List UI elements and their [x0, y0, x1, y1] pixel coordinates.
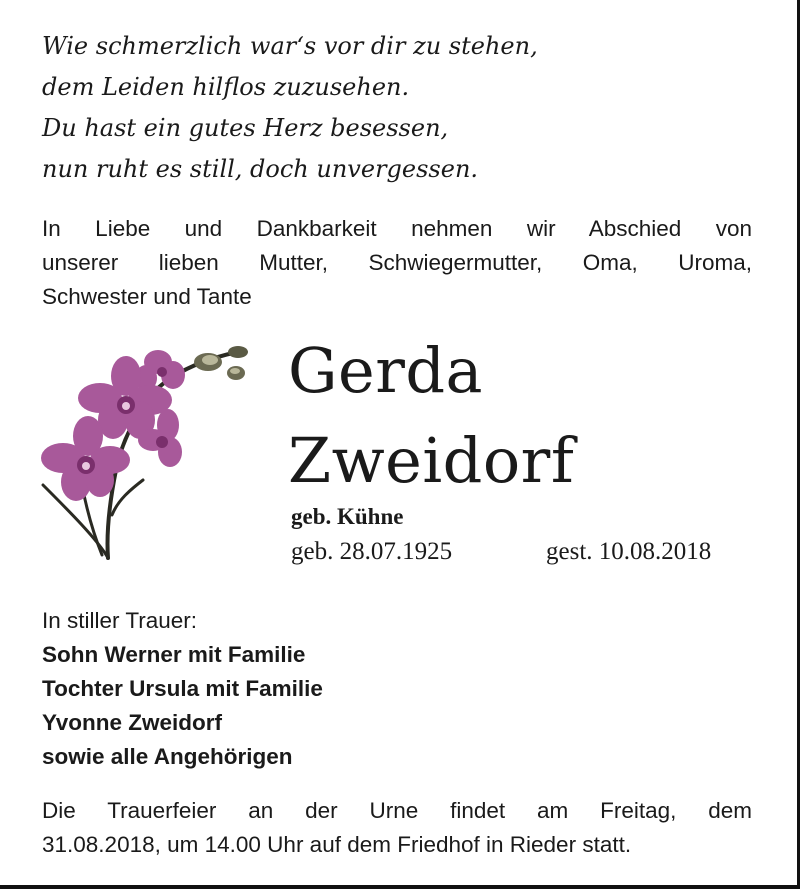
- funeral-service-info: [42, 794, 752, 862]
- intro-line: unserer lieben Mutter, Schwiegermutter, Oma, Uroma,: [42, 250, 752, 275]
- intro-line: Schwester und Tante: [42, 284, 252, 309]
- deceased-name: [288, 326, 574, 506]
- poem: [42, 26, 538, 190]
- first-name: Gerda: [288, 334, 484, 407]
- death-date: gest. 10.08.2018: [546, 538, 712, 565]
- maiden-name: geb. Kühne: [291, 504, 404, 529]
- mourner-name: Sohn Werner mit Familie: [42, 642, 306, 667]
- intro-line: In Liebe und Dankbarkeit nehmen wir Abschied von: [42, 216, 752, 241]
- poem-line: nun ruht es still, doch unvergessen.: [42, 155, 479, 183]
- mourner-name: Yvonne Zweidorf: [42, 710, 223, 735]
- poem-line: dem Leiden hilflos zuzusehen.: [42, 73, 410, 101]
- intro-text: [42, 212, 752, 314]
- birth-date: geb. 28.07.1925: [291, 538, 453, 565]
- orchid-icon: [38, 340, 263, 565]
- mourners-heading: In stiller Trauer:: [42, 608, 198, 633]
- service-line: Die Trauerfeier an der Urne findet am Freitag, dem: [42, 798, 752, 823]
- last-name: Zweidorf: [288, 424, 575, 497]
- poem-line: Wie schmerzlich war‘s vor dir zu stehen,: [42, 32, 538, 60]
- service-line: 31.08.2018, um 14.00 Uhr auf dem Friedhof in Rieder statt.: [42, 832, 632, 857]
- poem-line: Du hast ein gutes Herz besessen,: [42, 114, 449, 142]
- mourner-name: Tochter Ursula mit Familie: [42, 676, 323, 701]
- mourner-name: sowie alle Angehörigen: [42, 744, 293, 769]
- mourners: [42, 604, 323, 774]
